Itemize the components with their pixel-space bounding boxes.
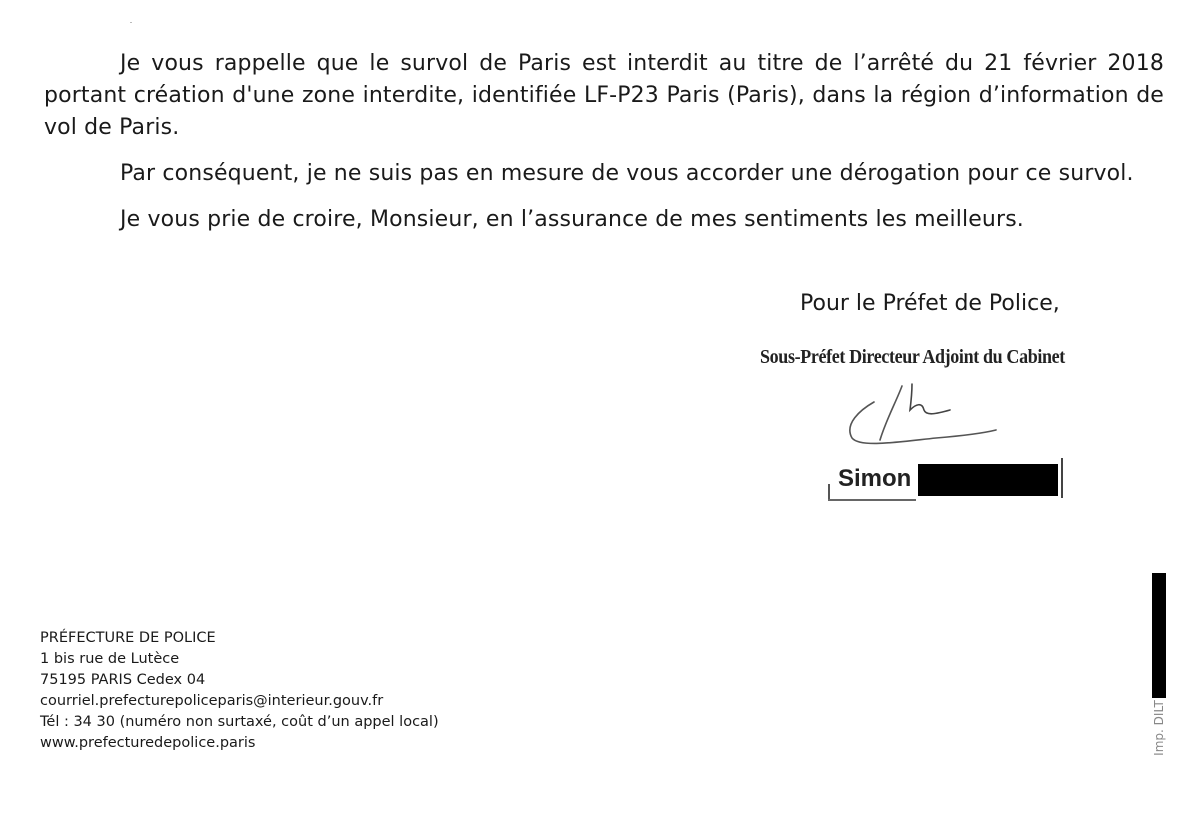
footer-phone: Tél : 34 30 (numéro non surtaxé, coût d’un appel local) bbox=[40, 714, 439, 730]
footer-address-street: 1 bis rue de Lutèce bbox=[40, 651, 180, 667]
footer-organization: PRÉFECTURE DE POLICE bbox=[40, 630, 216, 646]
stamp-border bbox=[828, 484, 830, 500]
signatory-name-stamp bbox=[828, 456, 1068, 502]
footer-address-city: 75195 PARIS Cedex 04 bbox=[40, 672, 206, 688]
signatory-first-name: Simon bbox=[838, 465, 912, 492]
stamp-border bbox=[828, 499, 916, 501]
paragraph-flight-ban: Je vous rappelle que le survol de Paris est interdit au titre de l’arrêté du 21 février 2018 portant création d'une zone interdite, identifiée LF-P23 Paris (Paris), dans la région d’information de vol de Paris. bbox=[44, 51, 1164, 140]
closing-line: Pour le Préfet de Police, bbox=[800, 291, 1060, 316]
paragraph-salutation: Je vous prie de croire, Monsieur, en l’assurance de mes sentiments les meilleurs. bbox=[120, 207, 1024, 232]
footer-contact bbox=[40, 628, 439, 754]
handwritten-signature bbox=[840, 380, 1020, 460]
margin-black-bar bbox=[1152, 573, 1166, 698]
signatory-title: Sous-Préfet Directeur Adjoint du Cabinet bbox=[760, 346, 1065, 368]
scan-artifact bbox=[130, 22, 132, 23]
footer-website: www.prefecturedepolice.paris bbox=[40, 735, 256, 751]
printer-mark: Imp. DILT bbox=[1152, 700, 1166, 756]
letter-body bbox=[44, 48, 1164, 250]
paragraph-refusal: Par conséquent, je ne suis pas en mesure de vous accorder une dérogation pour ce survol. bbox=[120, 161, 1134, 186]
footer-email: courriel.prefecturepoliceparis@interieur.gouv.fr bbox=[40, 693, 384, 709]
redacted-surname bbox=[918, 464, 1058, 496]
stamp-border bbox=[1061, 458, 1063, 498]
